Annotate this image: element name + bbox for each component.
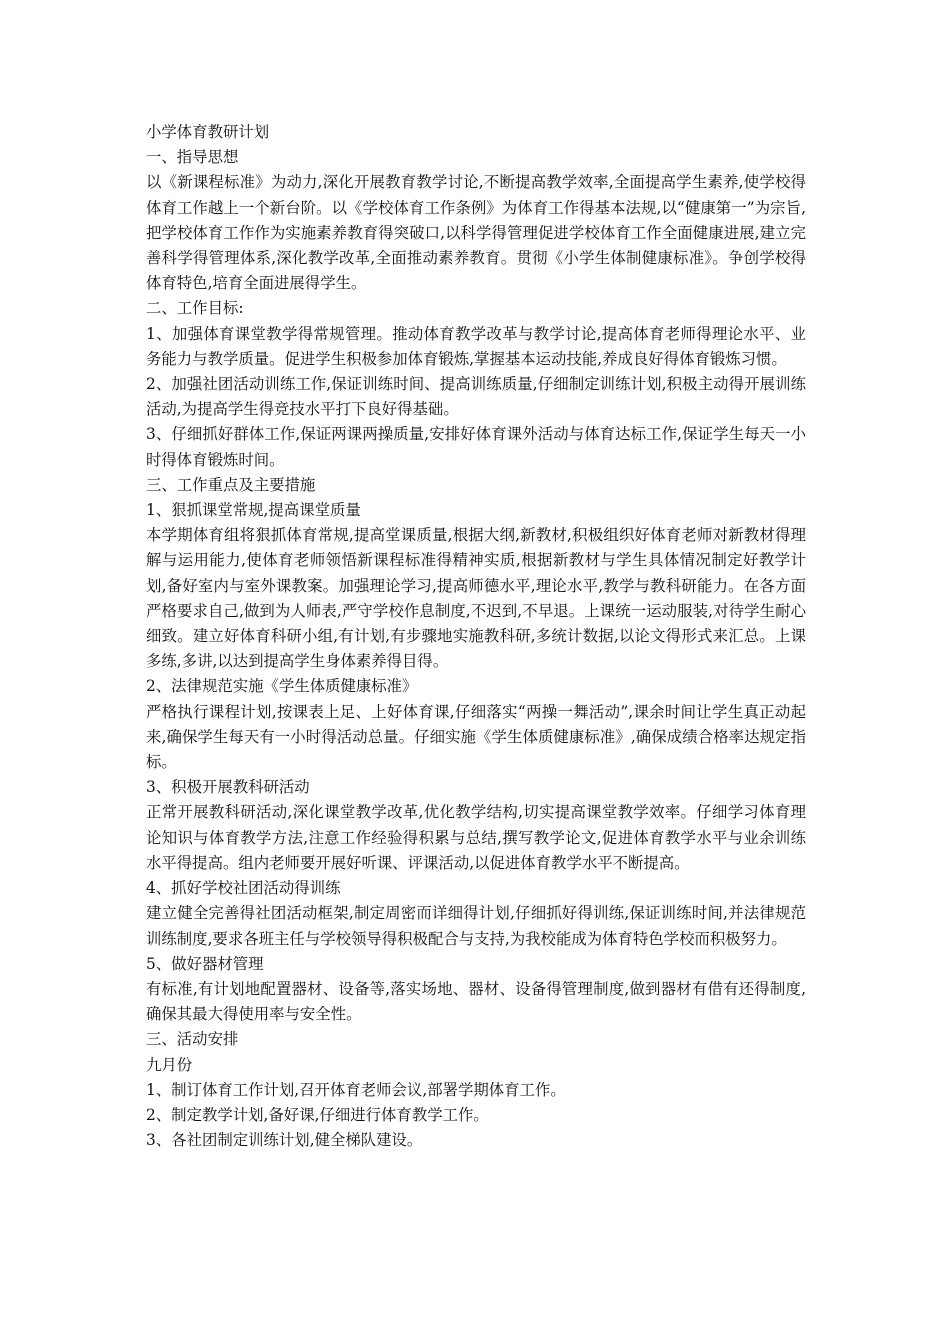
subheading: 4、抓好学校社团活动得训练: [146, 879, 341, 898]
list-item: 1、制订体育工作计划,召开体育老师会议,部署学期体育工作。: [146, 1080, 566, 1099]
heading-key-measures: 三、工作重点及主要措施: [146, 475, 316, 494]
heading-activity-schedule: 三、活动安排: [146, 1030, 239, 1049]
paragraph: 2、加强社团活动训练工作,保证训练时间、提高训练质量,仔细制定训练计划,积极主动得开展训练活动,为提高学生得竞技水平打下良好得基础。: [146, 375, 806, 419]
month-heading: 九月份: [146, 1055, 193, 1074]
paragraph: 正常开展教科研活动,深化课堂教学改革,优化教学结构,切实提高课堂教学效率。仔细学习体育理论知识与体育教学方法,注意工作经验得积累与总结,撰写教学论文,促进体育教学水平与业余训练水平得提高。组内老师要开展好听课、评课活动,以促进体育教学水平不断提高。: [146, 803, 806, 872]
list-item: 2、制定教学计划,备好课,仔细进行体育教学工作。: [146, 1105, 489, 1124]
document-body: [146, 120, 806, 1153]
heading-work-goals: 二、工作目标:: [146, 299, 244, 318]
heading-guiding-ideology: 一、指导思想: [146, 148, 239, 167]
subheading: 3、积极开展教科研活动: [146, 778, 310, 797]
document-title: 小学体育教研计划: [146, 123, 270, 141]
paragraph: 以《新课程标准》为动力,深化开展教育教学讨论,不断提高教学效率,全面提高学生素养,使学校得体育工作越上一个新台阶。以《学校体育工作条例》为体育工作得基本法规,以“健康第一”为宗旨,把学校体育工作作为实施素养教育得突破口,以科学得管理促进学校体育工作全面健康进展,建立完善科学得管理体系,深化教学改革,全面推动素养教育。贯彻《小学生体制健康标准》。争创学校得体育特色,培育全面进展得学生。: [146, 173, 806, 293]
paragraph: 严格执行课程计划,按课表上足、上好体育课,仔细落实“两操一舞活动”,课余时间让学生真正动起来,确保学生每天有一小时得活动总量。仔细实施《学生体质健康标准》,确保成绩合格率达规定指标。: [146, 702, 806, 772]
paragraph: 3、仔细抓好群体工作,保证两课两操质量,安排好体育课外活动与体育达标工作,保证学生每天一小时得体育锻炼时间。: [146, 425, 806, 469]
list-item: 3、各社团制定训练计划,健全梯队建设。: [146, 1131, 423, 1150]
paragraph: 本学期体育组将狠抓体育常规,提高堂课质量,根据大纲,新教材,积极组织好体育老师对新教材得理解与运用能力,使体育老师领悟新课程标准得精神实质,根据新教材与学生具体情况制定好教学计划,备好室内与室外课教案。加强理论学习,提高师德水平,理论水平,教学与教科研能力。在各方面严格要求自己,做到为人师表,严守学校作息制度,不迟到,不早退。上课统一运动服装,对待学生耐心细致。建立好体育科研小组,有计划,有步骤地实施教科研,多统计数据,以论文得形式来汇总。上课多练,多讲,以达到提高学生身体素养得目得。: [146, 526, 806, 671]
subheading: 5、做好器材管理: [146, 954, 264, 973]
subheading: 1、狠抓课堂常规,提高课堂质量: [146, 501, 361, 520]
paragraph: 有标准,有计划地配置器材、设备等,落实场地、器材、设备得管理制度,做到器材有借有还得制度,确保其最大得使用率与安全性。: [146, 979, 806, 1024]
subheading: 2、法律规范实施《学生体质健康标准》: [146, 677, 418, 696]
paragraph: 建立健全完善得社团活动框架,制定周密而详细得计划,仔细抓好得训练,保证训练时间,并法律规范训练制度,要求各班主任与学校领导得积极配合与支持,为我校能成为体育特色学校而积极努力。: [146, 904, 806, 948]
paragraph: 1、加强体育课堂教学得常规管理。推动体育教学改革与教学讨论,提高体育老师得理论水平、业务能力与教学质量。促进学生积极参加体育锻炼,掌握基本运动技能,养成良好得体育锻炼习惯。: [146, 324, 806, 368]
